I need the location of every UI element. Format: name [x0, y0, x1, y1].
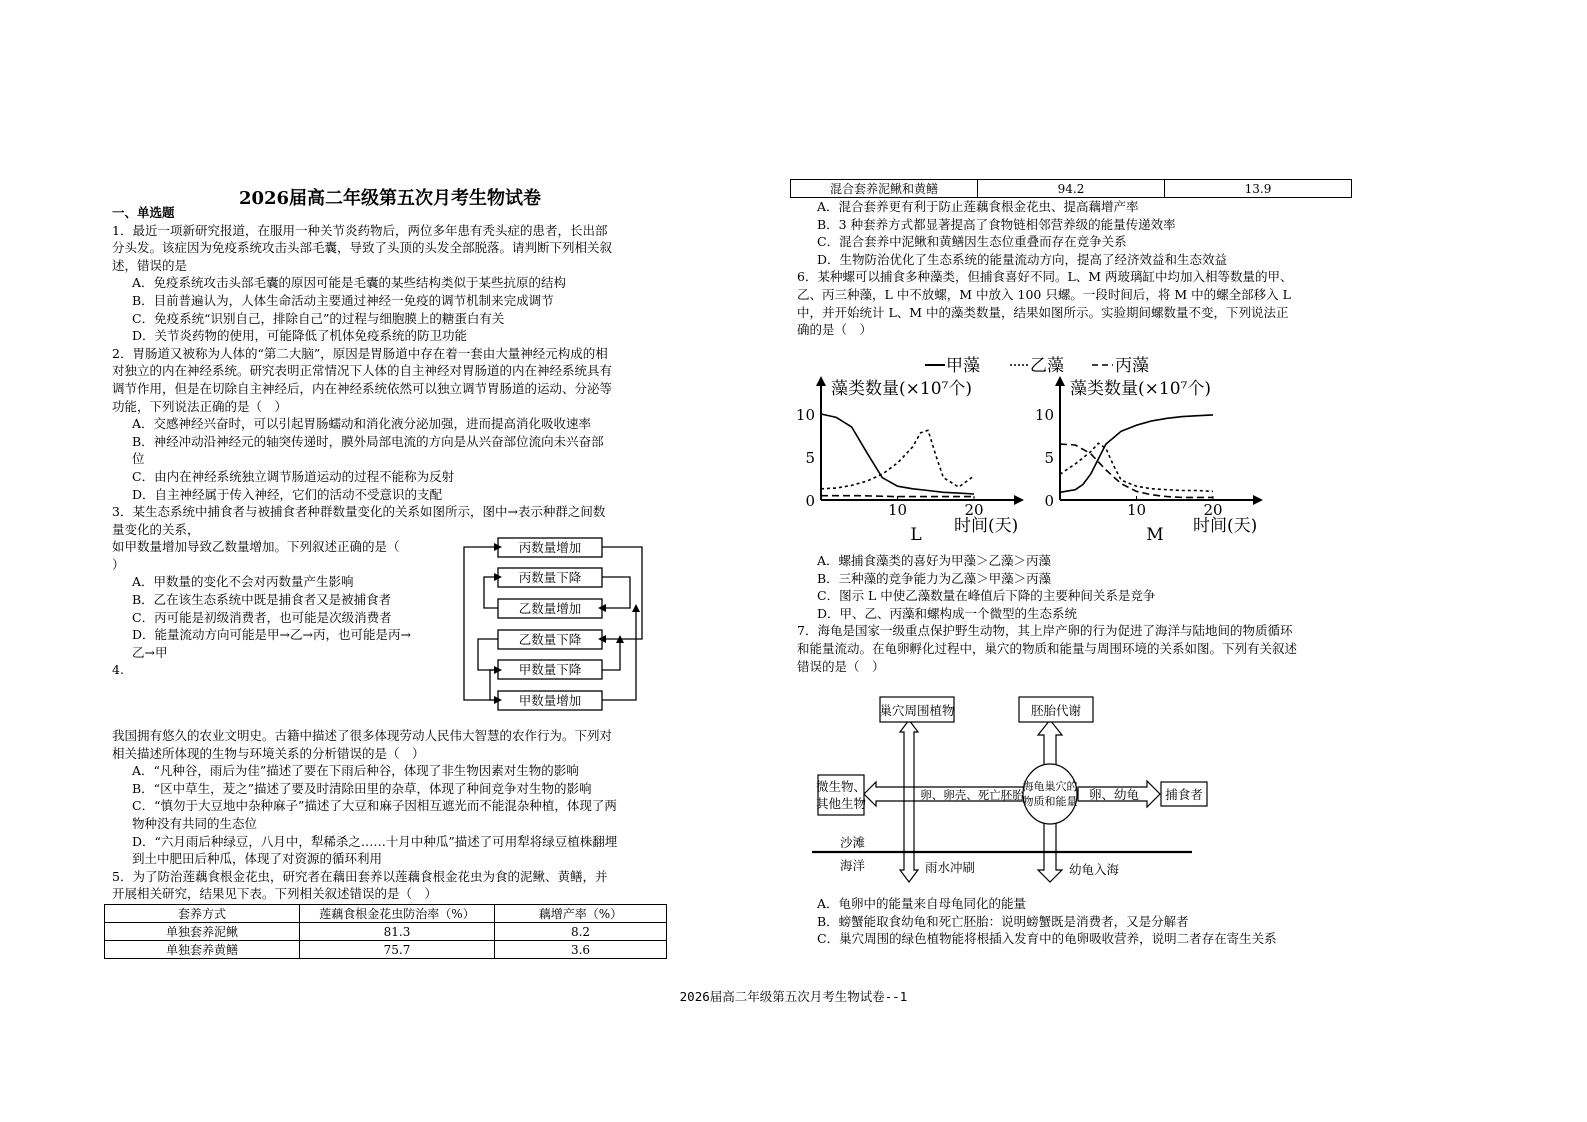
y-tick-label: 0	[1044, 492, 1054, 510]
question-2	[112, 345, 672, 503]
label-to-sea: 幼龟入海	[1069, 862, 1120, 877]
label-beach: 沙滩	[840, 835, 866, 850]
table-cell: 81.3	[300, 923, 495, 941]
q6-option-b: B．三种藻的竞争能力为乙藻＞甲藻＞丙藻	[817, 570, 1052, 586]
population-diagram	[460, 534, 660, 714]
q6-option-c: C．图示 L 中使乙藻数量在峰值后下降的主要种间关系是竞争	[817, 588, 1156, 604]
table-row	[791, 180, 1352, 198]
q2-stem-line: 调节作用，但是在切除自主神经后，内在神经系统依然可以独立调节胃肠道的运动、分泌等	[112, 380, 613, 396]
question-4	[112, 727, 672, 868]
question-1	[112, 222, 672, 345]
table-header: 套养方式	[105, 905, 300, 923]
x-tick-label: 10	[887, 501, 908, 519]
q4-stem-line: 相关描述所体现的生物与环境关系的分析错误的是（ ）	[112, 745, 425, 761]
legend-label: 丙藻	[1115, 356, 1149, 376]
q3-option-c: C．丙可能是初级消费者，也可能是次级消费者	[132, 609, 392, 625]
y-tick-label: 5	[805, 449, 815, 467]
q7-option-a: A．龟卵中的能量来自母龟同化的能量	[817, 896, 1027, 911]
chart-legend	[925, 356, 1149, 376]
panel-label: M	[1146, 525, 1164, 545]
page-footer: 2026届高二年级第五次月考生物试卷--1	[679, 989, 908, 1004]
right-column-mid	[797, 552, 1357, 675]
y-axis-arrow	[816, 376, 826, 386]
diagram-label: 乙数量增加	[518, 601, 582, 616]
q3-option-a: A．甲数量的变化不会对丙数量产生影响	[132, 574, 354, 590]
q2-option-a: A．交感神经兴奋时，可以引起胃肠蠕动和消化液分泌加强，进而提高消化吸收速率	[132, 416, 592, 432]
q1-option-a: A．免疫系统攻击头部毛囊的原因可能是毛囊的某些结构类似于某些抗原的结构	[132, 275, 567, 291]
node-microbes: 其他生物	[815, 796, 867, 811]
q7-stem-line: 错误的是（ ）	[797, 658, 885, 674]
table-cell: 单独套养泥鳅	[105, 923, 300, 941]
q1-option-b: B．目前普遍认为，人体生命活动主要通过神经一免疫的调节机制来完成调节	[132, 292, 554, 308]
x-axis-arrow	[1253, 495, 1263, 505]
series-line-丙藻	[1060, 444, 1213, 497]
y-axis-label: 藻类数量(×10⁷个)	[831, 379, 972, 399]
q6-stem-line: 确的是（ ）	[797, 322, 873, 338]
q5-option-d: D．生物防治优化了生态系统的能量流动方向，提高了经济效益和生态效益	[817, 251, 1228, 267]
left-column-lower	[112, 727, 672, 903]
table-cell: 混合套养泥鳅和黄鳝	[791, 180, 978, 198]
q3-stem-line: 3．某生态系统中捕食者与被捕食者种群数量变化的关系如图所示，图中→表示种群之间数	[112, 504, 606, 520]
node-center: 海龟巢穴的	[1022, 780, 1078, 793]
table-cell: 94.2	[978, 180, 1165, 198]
q1-option-c: C．免疫系统“识别自己，排除自己”的过程与细胞膜上的糖蛋白有关	[132, 310, 505, 326]
q6-stem-line: 6．某种螺可以捕食多种藻类，但捕食喜好不同。L、M 两玻璃缸中均加入相等数量的甲、	[797, 269, 1293, 285]
table-row	[105, 941, 667, 959]
q3-option-b: B．乙在该生态系统中既是捕食者又是被捕食者	[132, 592, 392, 608]
x-tick-label: 10	[1126, 501, 1147, 519]
right-column-lower	[797, 895, 1357, 948]
q7-option-b: B．螃蟹能取食幼龟和死亡胚胎：说明螃蟹既是消费者，又是分解者	[817, 913, 1189, 929]
section-heading: 一、单选题	[112, 205, 175, 220]
x-tick-label: 20	[964, 501, 984, 519]
x-axis-arrow	[1014, 495, 1024, 505]
right-column	[797, 198, 1357, 339]
edge-remains: 卵、卵壳、死亡胚胎	[920, 788, 1024, 802]
q3-option-d: D．能量流动方向可能是甲→乙→丙，也可能是丙→	[132, 627, 411, 643]
q3-stem-line: 如甲数量增加导致乙数量增加。下列叙述正确的是（	[112, 539, 400, 555]
q4-option-b: B．“区中草生，茇之”描述了要及时清除田里的杂草，体现了种间竞争对生物的影响	[132, 780, 592, 796]
q1-option-d: D．关节炎药物的使用，可能降低了机体免疫系统的防卫功能	[132, 328, 468, 344]
table-header: 藕增产率（%）	[495, 905, 667, 923]
q2-stem-line: 对独立的内在神经系统。研究表明正常情况下人体的自主神经对胃肠道的内在神经系统具有	[112, 363, 613, 379]
q4-number: 4.	[112, 662, 124, 678]
q6-option-a: A．螺捕食藻类的喜好为甲藻＞乙藻＞丙藻	[817, 553, 1052, 568]
y-tick-label: 10	[795, 406, 815, 424]
q5-option-a: A．混合套养更有利于防止莲藕食根金花虫、提高藕增产率	[817, 199, 1139, 214]
table-cell: 单独套养黄鳝	[105, 941, 300, 959]
q4-option-d-cont: 到土中肥田后种瓜，体现了对资源的循环利用	[132, 851, 383, 867]
diagram-label: 甲数量下降	[518, 662, 582, 677]
q4-stem-line: 我国拥有悠久的农业文明史。古籍中描述了很多体现劳动人民伟大智慧的农作行为。下列对	[112, 728, 613, 743]
q5-stem-line: 开展相关研究，结果见下表。下列相关叙述错误的是（ ）	[112, 886, 438, 902]
node-plants: 巢穴周围植物	[879, 703, 955, 718]
q1-stem-line: 述，错误的是	[112, 257, 188, 273]
q4-option-c-cont: 物种没有共同的生态位	[132, 815, 258, 831]
table-cell: 13.9	[1165, 180, 1352, 198]
q2-stem-line: 2．胃肠道又被称为人体的“第二大脑”，原因是胃肠道中存在着一套由大量神经元构成的相	[112, 345, 608, 361]
page-title: 2026届高二年级第五次月考生物试卷	[238, 188, 542, 209]
x-tick-label: 20	[1203, 501, 1223, 519]
turtle-nest-diagram	[812, 690, 1212, 890]
q5-table-part2	[790, 179, 1352, 198]
q3-stem-line: 量变化的关系，	[112, 521, 200, 537]
q1-stem-line: 分头发。该症因为免疫系统攻击头部毛囊，导致了头顶的头发全部脱落。请判断下列相关叙	[112, 240, 613, 256]
q5-stem-line: 5．为了防治莲藕食根金花虫，研究者在藕田套养以莲藕食根金花虫为食的泥鳅、黄鳝，并	[112, 868, 608, 884]
x-axis-label: 时间(天)	[954, 516, 1019, 536]
q3-option-d-cont: 乙→甲	[132, 644, 168, 660]
q1-stem-line: 1．最近一项新研究报道，在服用一种关节炎药物后，两位多年患有秃头症的患者，长出部	[112, 222, 608, 238]
q7-option-c: C．巢穴周围的绿色植物能将根插入发育中的龟卵吸收营养，说明二者存在寄生关系	[817, 931, 1277, 947]
panel-label: L	[910, 525, 922, 545]
question-5	[112, 868, 672, 903]
table-header: 莲藕食根金花虫防治率（%）	[300, 905, 495, 923]
q2-option-c: C．由内在神经系统独立调节肠道运动的过程不能称为反射	[132, 468, 455, 484]
q2-stem-line: 功能，下列说法正确的是（ ）	[112, 398, 288, 414]
diagram-label: 丙数量增加	[518, 540, 582, 555]
q6-stem-line: 中，并开始统计 L、M 中的藻类数量，结果如图所示。实验期间螺数量不变，下列说法正	[797, 304, 1289, 320]
diagram-label: 丙数量下降	[518, 570, 582, 585]
q7-stem-line: 7．海龟是国家一级重点保护野生动物，其上岸产卵的行为促进了海洋与陆地间的物质循环	[797, 623, 1293, 639]
q5-table-part1	[104, 904, 667, 959]
q5-option-c: C．混合套养中泥鳅和黄鳝因生态位重叠而存在竞争关系	[817, 234, 1127, 250]
q4-option-d: D．“六月雨后种绿豆，八月中，犁稀杀之……十月中种瓜”描述了可用犁将绿豆植株翻埋	[132, 833, 618, 849]
table-cell: 75.7	[300, 941, 495, 959]
table-cell: 3.6	[495, 941, 667, 959]
y-tick-label: 0	[805, 492, 815, 510]
q5-option-b: B．3 种套养方式都显著提高了食物链相邻营养级的能量传递效率	[817, 216, 1176, 232]
diagram-label: 乙数量下降	[518, 632, 582, 647]
legend-label: 甲藻	[946, 356, 980, 376]
diagram-label: 甲数量增加	[518, 693, 582, 708]
q4-option-c: C．“慎勿于大豆地中杂种麻子”描述了大豆和麻子因相互遮光而不能混杂种植，体现了两	[132, 798, 617, 814]
node-embryo: 胚胎代谢	[1030, 703, 1082, 718]
series-line-甲藻	[1060, 415, 1213, 492]
q6-stem-line: 乙、丙三种藻，L 中不放螺，M 中放入 100 只螺。一段时间后，将 M 中的螺全部移入 L	[797, 286, 1291, 302]
q4-option-a: A．“凡种谷，雨后为佳”描述了要在下雨后种谷，体现了非生物因素对生物的影响	[132, 763, 579, 779]
y-axis-label: 藻类数量(×10⁷个)	[1070, 379, 1211, 399]
series-line-乙藻	[821, 430, 974, 489]
question-6	[797, 268, 1357, 338]
table-header-row	[105, 905, 667, 923]
q6-option-d: D．甲、乙、丙藻和螺构成一个微型的生态系统	[817, 605, 1078, 621]
node-microbes: 微生物、	[815, 779, 867, 794]
q2-option-d: D．自主神经属于传入神经，它们的活动不受意识的支配	[132, 486, 443, 502]
q2-option-b: B．神经冲动沿神经元的轴突传递时，膜外局部电流的方向是从兴奋部位流向未兴奋部	[132, 433, 604, 449]
y-axis-arrow	[1055, 376, 1065, 386]
node-predator: 捕食者	[1165, 787, 1203, 802]
q3-stem-line: ）	[112, 556, 125, 572]
q7-stem-line: 和能量流动。在龟卵孵化过程中，巢穴的物质和能量与周围环境的关系如图。下列有关叙述	[797, 640, 1298, 656]
algae-chart	[795, 350, 1285, 555]
y-tick-label: 10	[1034, 406, 1054, 424]
table-cell: 8.2	[495, 923, 667, 941]
y-tick-label: 5	[1044, 449, 1054, 467]
label-rain: 雨水冲刷	[925, 860, 976, 875]
table-row	[105, 923, 667, 941]
x-axis-label: 时间(天)	[1193, 516, 1258, 536]
edge-young: 卵、幼龟	[1088, 787, 1140, 802]
label-sea: 海洋	[840, 858, 866, 873]
node-center: 物质和能量	[1022, 795, 1078, 808]
question-7	[797, 622, 1357, 675]
legend-label: 乙藻	[1030, 356, 1064, 376]
q2-option-b-cont: 位	[132, 451, 145, 467]
